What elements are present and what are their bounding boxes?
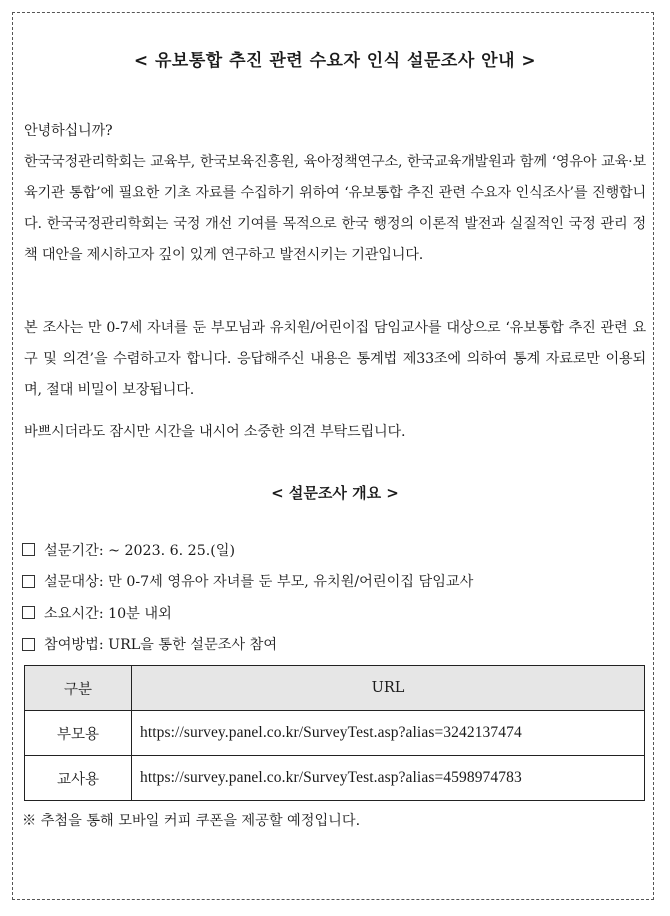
overview-list	[22, 534, 652, 660]
purpose-paragraph: 본 조사는 만 0-7세 자녀를 둔 부모님과 유치원/어린이집 담임교사를 대상으로 ‘유보통합 추진 관련 요구 및 의견’을 수렴하고자 합니다. 응답해주신 내용은 통계법 제33조에 의하여 통계 자료로만 이용되며, 절대 비밀이 보장됩니다.	[24, 320, 646, 398]
closing-paragraph: 바쁘시더라도 잠시만 시간을 내시어 소중한 의견 부탁드립니다.	[24, 424, 406, 440]
overview-item-method: 참여방법: URL을 통한 설문조사 참여	[22, 629, 652, 661]
teacher-survey-link[interactable]: https://survey.panel.co.kr/SurveyTest.asp?alias=4598974783	[132, 756, 645, 801]
column-header-type: 구분	[25, 666, 132, 711]
overview-item-period: 설문기간: ~ 2023. 6. 25.(일)	[22, 534, 652, 566]
overview-title: < 설문조사 개요 >	[271, 484, 399, 502]
checkbox-square-icon	[22, 543, 35, 556]
checkbox-square-icon	[22, 606, 35, 619]
overview-item-duration: 소요시간: 10분 내외	[22, 597, 652, 629]
table-header-row	[25, 666, 645, 711]
row-type-teacher: 교사용	[25, 756, 132, 801]
document-title: < 유보통합 추진 관련 수요자 인식 설문조사 안내 >	[133, 51, 537, 71]
parent-survey-link[interactable]: https://survey.panel.co.kr/SurveyTest.asp?alias=3242137474	[132, 711, 645, 756]
checkbox-square-icon	[22, 575, 35, 588]
row-type-parent: 부모용	[25, 711, 132, 756]
survey-url-table	[24, 665, 645, 801]
overview-item-target: 설문대상: 만 0-7세 영유아 자녀를 둔 부모, 유치원/어린이집 담임교사	[22, 566, 652, 598]
column-header-url: URL	[132, 666, 645, 711]
table-row	[25, 711, 645, 756]
greeting-text: 안녕하십니까?	[24, 123, 113, 139]
table-row	[25, 756, 645, 801]
checkbox-square-icon	[22, 638, 35, 651]
coupon-note: ※ 추첨을 통해 모바일 커피 쿠폰을 제공할 예정입니다.	[22, 813, 361, 829]
intro-paragraph: 한국국정관리학회는 교육부, 한국보육진흥원, 육아정책연구소, 한국교육개발원과 함께 ‘영유아 교육·보육기관 통합’에 필요한 기초 자료를 수집하기 위하여 ‘유보통합 추진 관련 수요자 인식조사’를 진행합니다. 한국국정관리학회는 국정 개선 기여를 목적으로 한국 행정의 이론적 발전과 실질적인 국정 관리 정책 대안을 제시하고자 깊이 있게 연구하고 발전시키는 기관입니다.	[24, 154, 646, 263]
